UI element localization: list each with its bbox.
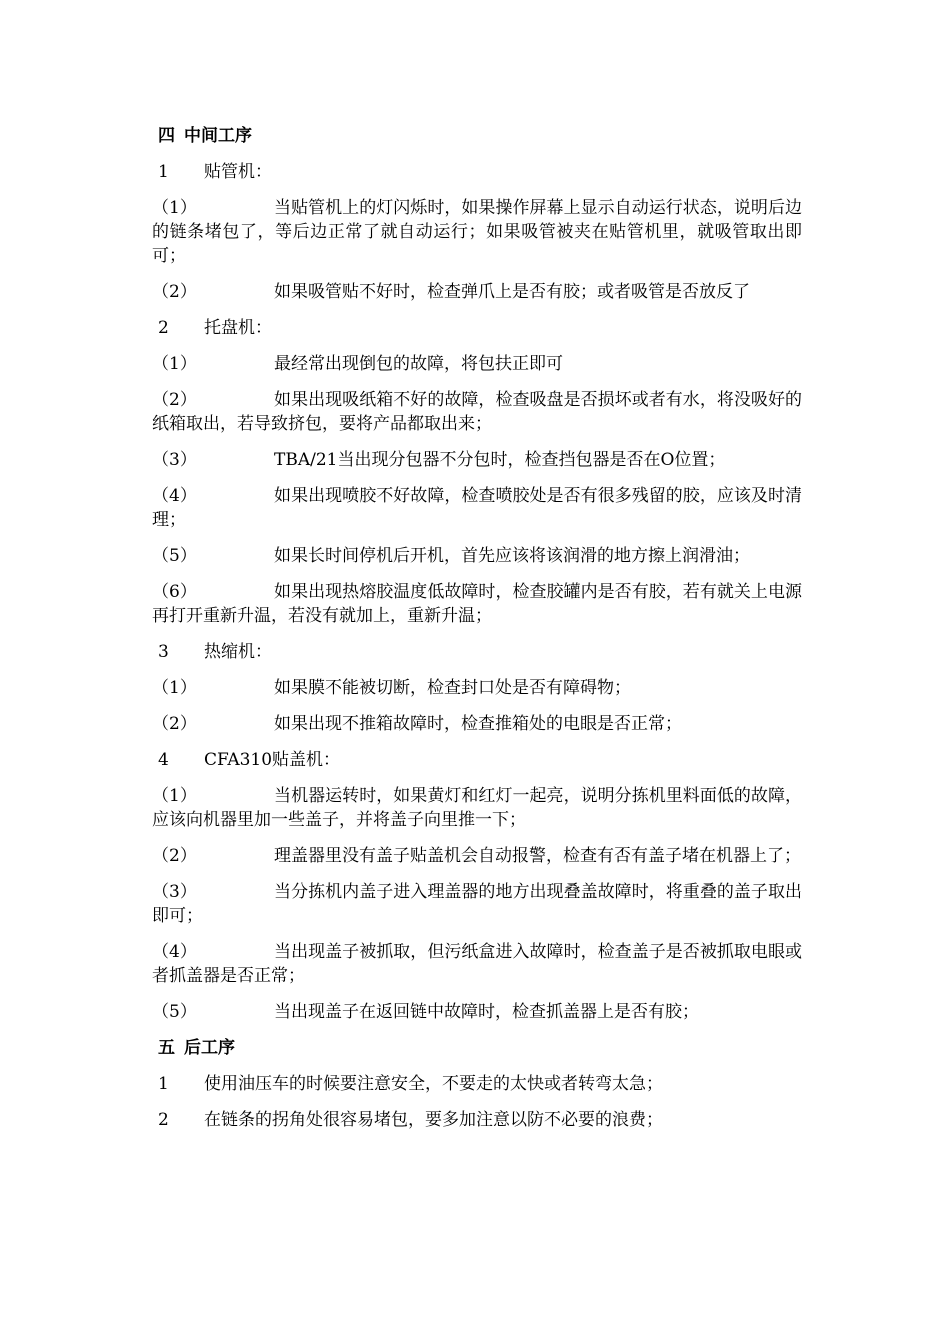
sub-item: （2） 如果出现吸纸箱不好的故障，检查吸盘是否损坏或者有水，将没吸好的纸箱取出，若导致挤包，要将产品都取出来；	[152, 390, 802, 434]
item-heading: 1 贴管机：	[158, 162, 272, 182]
sub-item: （2） 如果吸管贴不好时，检查弹爪上是否有胶；或者吸管是否放反了	[152, 282, 750, 302]
sub-item: （1） 当贴管机上的灯闪烁时，如果操作屏幕上显示自动运行状态，说明后边的链条堵包了，等后边正常了就自动运行；如果吸管被夹在贴管机里，就吸管取出即可；	[152, 198, 802, 266]
sub-item: （1） 如果膜不能被切断，检查封口处是否有障碍物；	[152, 678, 631, 698]
sub-item: （4） 如果出现喷胶不好故障，检查喷胶处是否有很多残留的胶，应该及时清理；	[152, 486, 802, 530]
sub-item: （5） 当出现盖子在返回链中故障时，检查抓盖器上是否有胶；	[152, 1002, 699, 1022]
sub-item: （3） TBA/21当出现分包器不分包时，检查挡包器是否在O位置；	[152, 450, 726, 470]
sub-item: （2） 如果出现不推箱故障时，检查推箱处的电眼是否正常；	[152, 714, 682, 734]
item-heading: 2 托盘机：	[158, 318, 272, 338]
sub-item: （6） 如果出现热熔胶温度低故障时，检查胶罐内是否有胶，若有就关上电源再打开重新升温，若没有就加上，重新升温；	[152, 582, 802, 626]
item-heading: 2 在链条的拐角处很容易堵包，要多加注意以防不必要的浪费；	[158, 1110, 663, 1130]
section-heading: 五 后工序	[158, 1038, 235, 1058]
sub-item: （2） 理盖器里没有盖子贴盖机会自动报警，检查有否有盖子堵在机器上了；	[152, 846, 801, 866]
section-heading: 四 中间工序	[158, 126, 252, 146]
item-heading: 4 CFA310贴盖机：	[158, 750, 341, 770]
item-heading: 1 使用油压车的时候要注意安全，不要走的太快或者转弯太急；	[158, 1074, 663, 1094]
sub-item: （3） 当分拣机内盖子进入理盖器的地方出现叠盖故障时，将重叠的盖子取出即可；	[152, 882, 802, 926]
sub-item: （4） 当出现盖子被抓取，但污纸盒进入故障时，检查盖子是否被抓取电眼或者抓盖器是否正常；	[152, 942, 802, 986]
document-page	[152, 124, 802, 1144]
sub-item: （1） 当机器运转时，如果黄灯和红灯一起亮，说明分拣机里料面低的故障，应该向机器里加一些盖子，并将盖子向里推一下；	[152, 786, 802, 830]
item-heading: 3 热缩机：	[158, 642, 272, 662]
sub-item: （5） 如果长时间停机后开机，首先应该将该润滑的地方擦上润滑油；	[152, 546, 750, 566]
sub-item: （1） 最经常出现倒包的故障，将包扶正即可	[152, 354, 563, 374]
